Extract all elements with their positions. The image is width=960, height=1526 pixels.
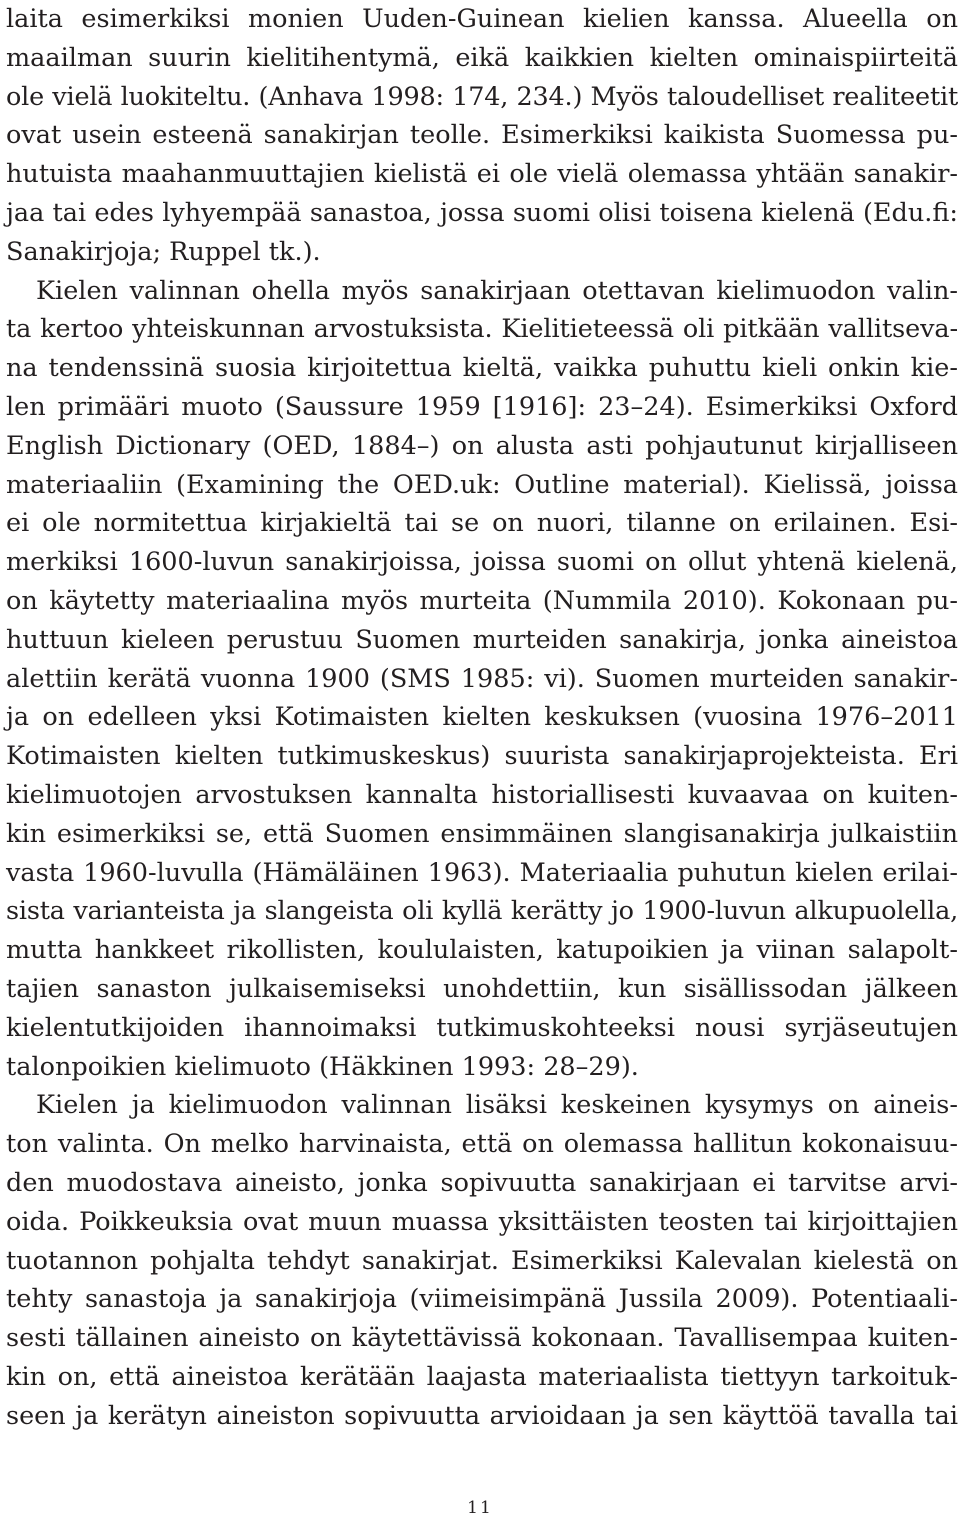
text-line: laita esimerkiksi monien Uuden-Guinean kielien kanssa. Alueella on	[6, 4, 958, 34]
text-line: oida. Poikkeuksia ovat muun muassa yksittäisten teosten tai kirjoittajien	[6, 1206, 958, 1237]
text-line: maailman suurin kielitihentymä, eikä kaikkien kielten ominaispiirteitä	[6, 42, 958, 73]
text-line: mutta hankkeet rikollisten, koululaisten, katupoikien ja viinan salapolt-	[6, 935, 958, 966]
text-line: len primääri muoto (Saussure 1959 [1916]: 23–24). Esimerkiksi Oxford	[6, 391, 958, 422]
text-line: merkiksi 1600-luvun sanakirjoissa, joissa suomi on ollut yhtenä kielenä,	[6, 547, 958, 578]
text-line: kin on, että aineistoa kerätään laajasta materiaalista tiettyyn tarkoituk-	[6, 1361, 958, 1392]
text-line: Kielen ja kielimuodon valinnan lisäksi keskeinen kysymys on aineis-	[36, 1090, 958, 1121]
body-text	[6, 0, 958, 1435]
text-line: kielentutkijoiden ihannoimaksi tutkimuskohteeksi nousi syrjäseutujen	[6, 1012, 958, 1043]
text-line: alettiin kerätä vuonna 1900 (SMS 1985: vi). Suomen murteiden sanakir-	[6, 663, 958, 694]
page-number: 11	[467, 1498, 493, 1518]
text-line: kin esimerkiksi se, että Suomen ensimmäinen slangisanakirja julkaistiin	[6, 818, 958, 849]
text-line: Kielen valinnan ohella myös sanakirjaan otettavan kielimuodon valin-	[36, 275, 958, 306]
text-line: jaa tai edes lyhyempää sanastoa, jossa suomi olisi toisena kielenä (Edu.fi:	[6, 197, 958, 228]
text-line: talonpoikien kielimuoto (Häkkinen 1993: 28–29).	[6, 1051, 639, 1082]
text-line: vasta 1960-luvulla (Hämäläinen 1963). Materiaalia puhutun kielen erilai-	[6, 857, 958, 888]
text-line: tehty sanastoja ja sanakirjoja (viimeisimpänä Jussila 2009). Potentiaali-	[6, 1284, 958, 1315]
text-line: ja on edelleen yksi Kotimaisten kielten keskuksen (vuosina 1976–2011	[6, 702, 958, 733]
text-line: tajien sanaston julkaisemiseksi unohdettiin, kun sisällissodan jälkeen	[6, 973, 958, 1004]
text-line: ovat usein esteenä sanakirjan teolle. Esimerkiksi kaikista Suomessa pu-	[6, 120, 958, 151]
text-line: materiaaliin (Examining the OED.uk: Outline material). Kielissä, joissa	[6, 469, 958, 500]
document-page	[6, 0, 958, 1526]
text-line: sesti tällainen aineisto on käytettävissä kokonaan. Tavallisempaa kuiten-	[6, 1323, 958, 1354]
text-line: kielimuotojen arvostuksen kannalta historiallisesti kuvaavaa on kuiten-	[6, 779, 958, 810]
text-line: ole vielä luokiteltu. (Anhava 1998: 174, 234.) Myös taloudelliset realiteetit	[6, 81, 958, 112]
text-line: sista varianteista ja slangeista oli kyllä kerätty jo 1900-luvun alkupuolella,	[6, 896, 958, 927]
text-line: on käytetty materiaalina myös murteita (Nummila 2010). Kokonaan pu-	[6, 585, 958, 616]
text-line: huttuun kieleen perustuu Suomen murteiden sanakirja, jonka aineistoa	[6, 624, 958, 655]
text-line: Sanakirjoja; Ruppel tk.).	[6, 236, 321, 267]
text-line: Kotimaisten kielten tutkimuskeskus) suurista sanakirjaprojekteista. Eri	[6, 741, 958, 772]
text-line: ton valinta. On melko harvinaista, että on olemassa hallitun kokonaisuu-	[6, 1129, 958, 1160]
text-line: na tendenssinä suosia kirjoitettua kieltä, vaikka puhuttu kieli onkin kie-	[6, 353, 958, 384]
text-line: ei ole normitettua kirjakieltä tai se on nuori, tilanne on erilainen. Esi-	[6, 508, 958, 539]
text-line: seen ja kerätyn aineiston sopivuutta arvioidaan ja sen käyttöä tavalla tai	[6, 1400, 958, 1431]
text-line: English Dictionary (OED, 1884–) on alusta asti pohjautunut kirjalliseen	[6, 430, 958, 461]
text-line: ta kertoo yhteiskunnan arvostuksista. Kielitieteessä oli pitkään vallitseva-	[6, 314, 958, 345]
text-line: hutuista maahanmuuttajien kielistä ei ole vielä olemassa yhtään sanakir-	[6, 159, 958, 190]
text-line: tuotannon pohjalta tehdyt sanakirjat. Esimerkiksi Kalevalan kielestä on	[6, 1245, 958, 1276]
text-line: den muodostava aineisto, jonka sopivuutta sanakirjaan ei tarvitse arvi-	[6, 1167, 958, 1198]
